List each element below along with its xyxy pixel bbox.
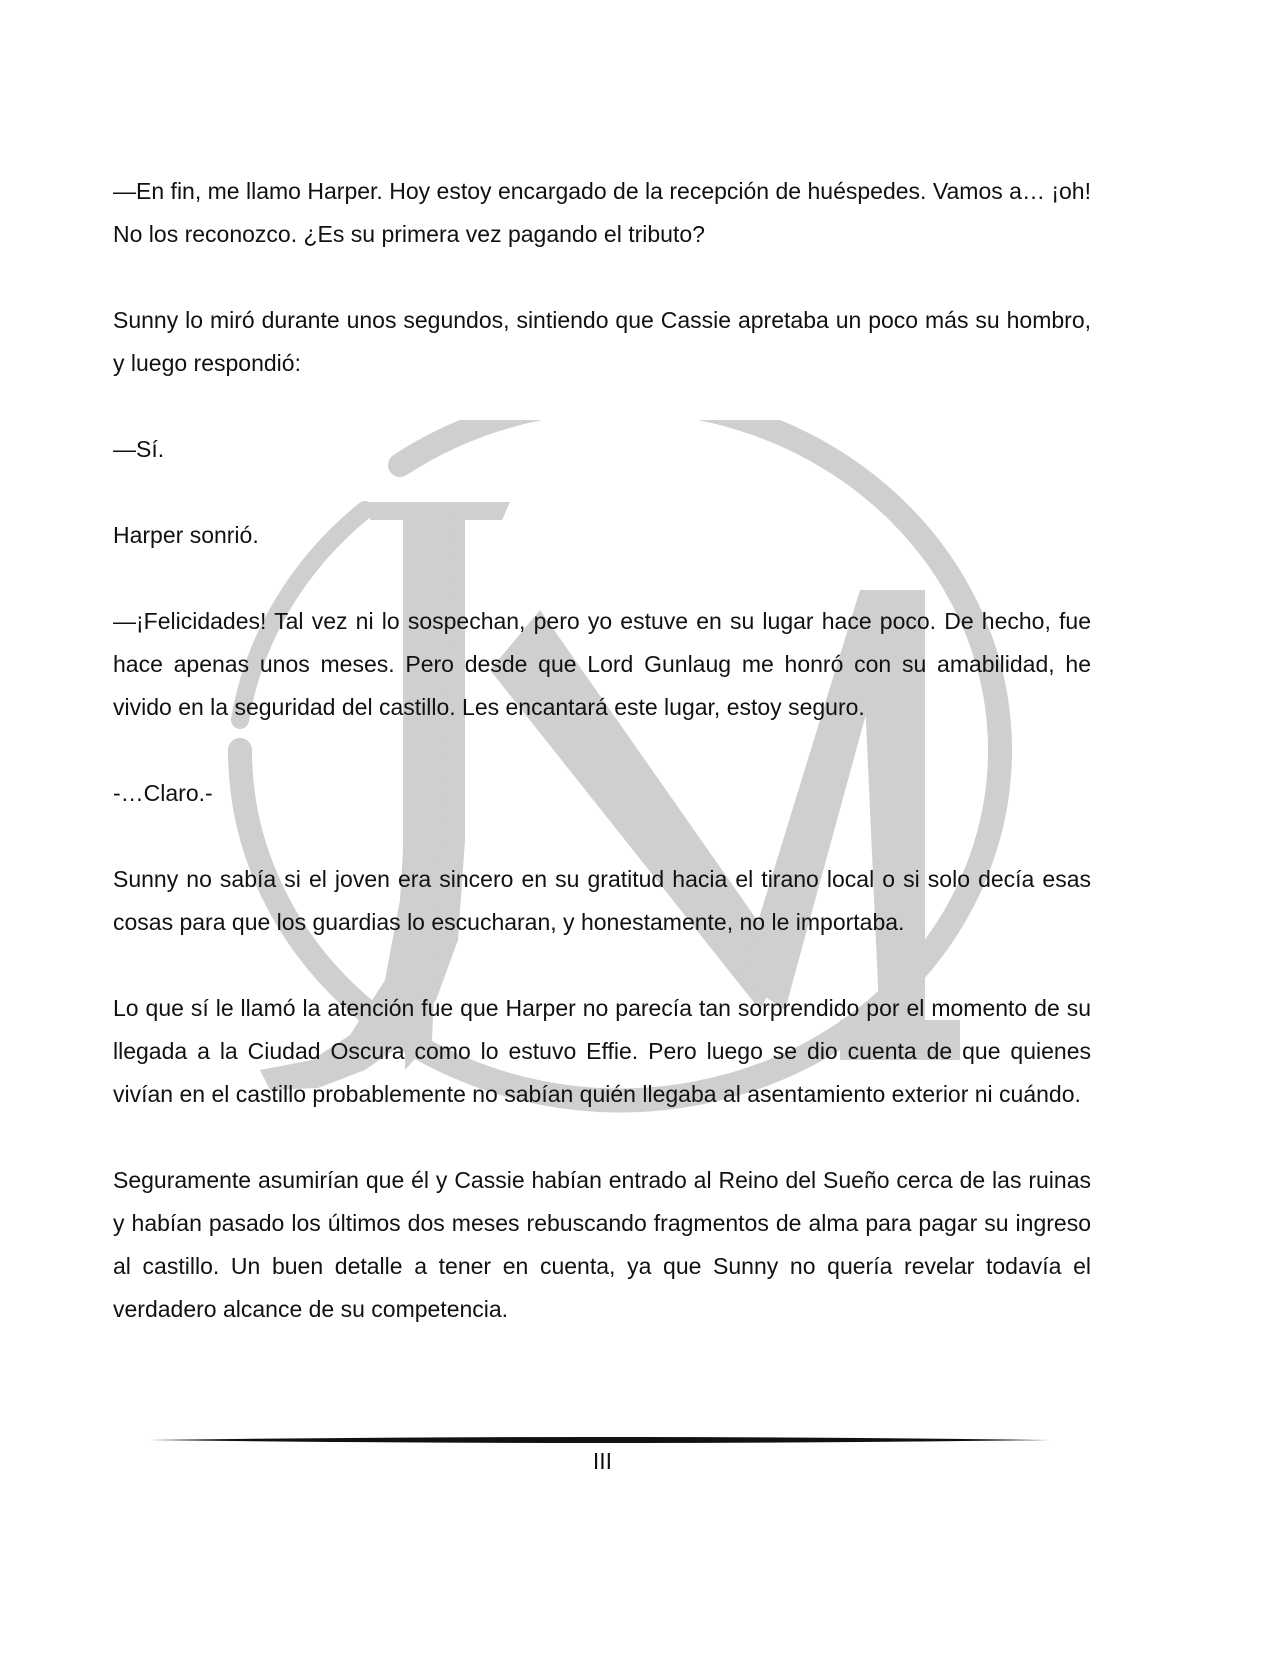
page-body [113,170,1091,1374]
paragraph: Lo que sí le llamó la atención fue que Harper no parecía tan sorprendido por el momento de su llegada a la Ciudad Oscura como lo estuvo Effie. Pero luego se dio cuenta de que quienes vivían en el castillo probablemente no sabían quién llegaba al asentamiento exterior ni cuándo. [113,995,1091,1107]
footer-divider [150,1434,1050,1446]
paragraph: —Sí. [113,436,165,462]
paragraph: -…Claro.- [113,780,213,806]
paragraph: Sunny no sabía si el joven era sincero en su gratitud hacia el tirano local o si solo decía esas cosas para que los guardias lo escucharan, y honestamente, no le importaba. [113,866,1091,935]
paragraph: —En fin, me llamo Harper. Hoy estoy encargado de la recepción de huéspedes. Vamos a… ¡oh! No los reconozco. ¿Es su primera vez pagando el tributo? [113,178,1091,247]
page-number: III [592,1448,613,1474]
paragraph: —¡Felicidades! Tal vez ni lo sospechan, pero yo estuve en su lugar hace poco. De hecho, fue hace apenas unos meses. Pero desde que Lord Gunlaug me honró con su amabilidad, he vivido en la seguridad del castillo. Les encantará este lugar, estoy seguro. [113,608,1091,720]
paragraph: Harper sonrió. [113,522,259,548]
paragraph: Sunny lo miró durante unos segundos, sintiendo que Cassie apretaba un poco más su hombro, y luego respondió: [113,307,1091,376]
paragraph: Seguramente asumirían que él y Cassie habían entrado al Reino del Sueño cerca de las ruinas y habían pasado los últimos dos meses rebuscando fragmentos de alma para pagar su ingreso al castillo. Un buen detalle a tener en cuenta, ya que Sunny no quería revelar todavía el verdadero alcance de su competencia. [113,1167,1091,1322]
